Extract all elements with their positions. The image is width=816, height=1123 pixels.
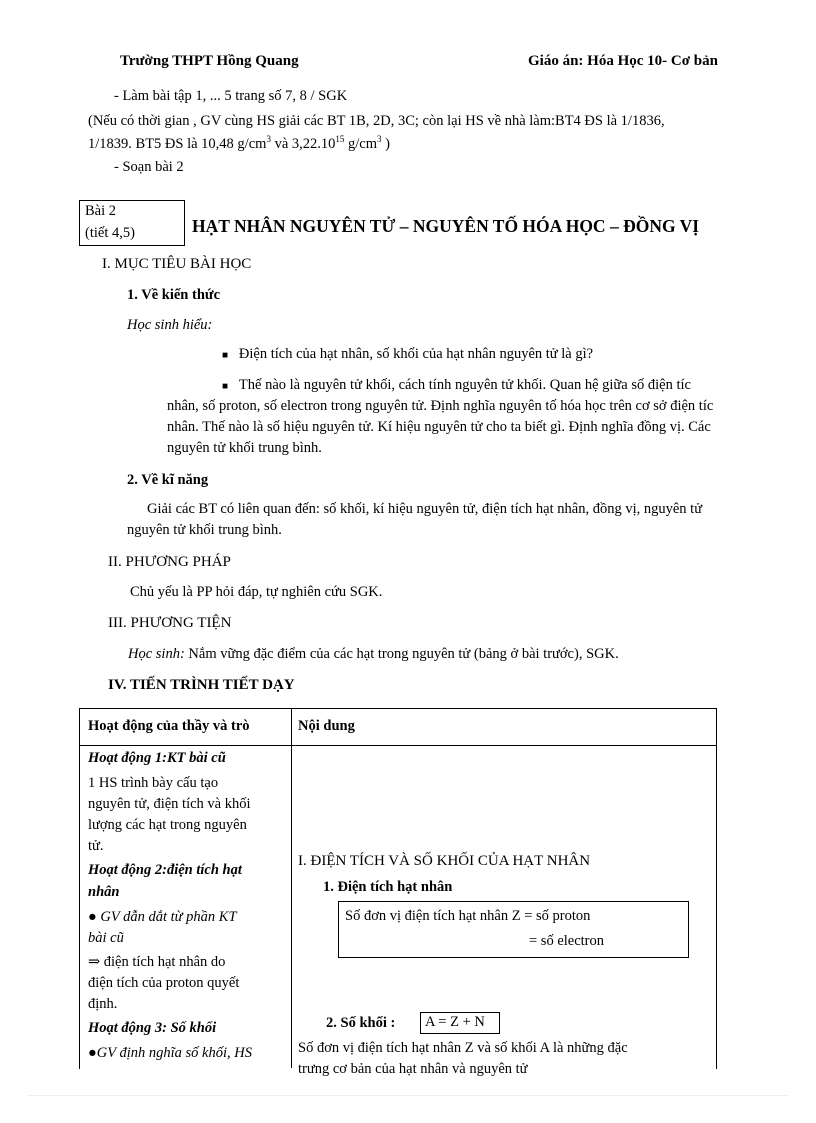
activity-2-bullet: ● GV dẫn dắt từ phần KT [88,909,237,925]
activity-2-arrow-text: định. [88,996,118,1012]
charge-definition-box [338,901,689,958]
square-bullet-icon: ■ [222,381,229,392]
section-procedure-title: IV. TIẾN TRÌNH TIẾT DẠY [108,677,295,693]
table-header-content: Nội dung [298,718,355,734]
mass-number-formula-box [420,1012,500,1034]
bullet-item: ■ Điện tích của hạt nhân, số khối của hạt nhân nguyên tử là gì? [222,346,594,362]
activity-2-arrow-text: điện tích của proton quyết [88,975,240,991]
lesson-title: HẠT NHÂN NGUYÊN TỬ – NGUYÊN TỐ HÓA HỌC – ĐỒNG VỊ [192,216,700,236]
school-name: Trường THPT Hồng Quang [120,53,299,69]
activity-2-bullet-continuation: bài cũ [88,930,124,946]
activity-1-title: Hoạt động 1:KT bài cũ [88,750,226,766]
mass-number-text-cutoff: trưng cơ bản của hạt nhân và nguyên tử [298,1061,528,1077]
skills-text-continuation: nguyên tử khối trung bình. [127,522,282,538]
content-charge-heading: 1. Điện tích hạt nhân [323,879,453,895]
table-header-divider [79,745,716,746]
bullet-continuation: nhân. Thế nào là số hiệu nguyên tử. Kí hiệu nguyên tử cho ta biết gì. Định nghĩa đồng vị. Các [167,419,711,435]
square-bullet-icon: ■ [222,350,229,361]
mass-number-heading: 2. Số khối : [326,1015,396,1031]
activity-2-title: Hoạt động 2:điện tích hạt [88,862,242,878]
lesson-periods: (tiết 4,5) [85,225,135,241]
activity-1-text: tử. [88,838,104,854]
page-divider [28,1095,788,1096]
activity-1-text: nguyên tử, điện tích và khối [88,796,251,812]
method-text: Chủ yếu là PP hỏi đáp, tự nghiên cứu SGK. [130,584,383,600]
charge-definition-line-1: Số đơn vị điện tích hạt nhân Z = số proton [345,908,591,924]
note-line-1: (Nếu có thời gian , GV cùng HS giải các BT 1B, 2D, 3C; còn lại HS về nhà làm:BT4 ĐS là 1/1836, [88,113,665,129]
mass-number-text: Số đơn vị điện tích hạt nhân Z và số khối A là những đặc [298,1040,628,1056]
section-method-title: II. PHƯƠNG PHÁP [108,554,231,570]
activity-3-bullet: ●GV định nghĩa số khối, HS [88,1045,252,1061]
bullet-continuation: nguyên tử khối trung bình. [167,440,322,456]
table-header-activities: Hoạt động của thầy và trò [88,718,250,734]
homework-line: - Làm bài tập 1, ... 5 trang số 7, 8 / SGK [114,88,348,104]
content-section-title: I. ĐIỆN TÍCH VÀ SỐ KHỐI CỦA HẠT NHÂN [298,853,591,869]
section-means-title: III. PHƯƠNG TIỆN [108,615,232,631]
lesson-number: Bài 2 [85,203,117,219]
mass-number-formula: A = Z + N [425,1014,485,1030]
table-column-divider [291,708,292,1068]
skills-text: Giải các BT có liên quan đến: số khối, kí hiệu nguyên tử, điện tích hạt nhân, đồng vị, nguyên tử [147,501,703,517]
activity-2-arrow-text: ⇒ điện tích hạt nhân do [88,954,226,970]
activity-1-text: 1 HS trình bày cấu tạo [88,775,219,791]
means-text: Học sinh: Nắm vững đặc điểm của các hạt trong nguyên tử (bảng ở bài trước), SGK. [128,646,619,662]
charge-definition-line-2: = số electron [529,933,605,949]
activity-3-title: Hoạt động 3: Số khối [88,1020,217,1036]
activity-2-title-continuation: nhân [88,884,120,900]
skills-heading: 2. Về kĩ năng [127,472,209,488]
circle-bullet-icon: ● [88,1045,97,1061]
implies-arrow-icon: ⇒ [88,954,101,970]
knowledge-heading: 1. Về kiến thức [127,287,221,303]
prepare-line: - Soạn bài 2 [114,159,184,175]
lesson-number-box [79,200,185,246]
students-understand: Học sinh hiểu: [127,317,213,333]
note-line-2: 1/1839. BT5 ĐS là 10,48 $g/cm^3$ và 3,22.10$^{15}$ $g/cm^3$ ) [88,134,390,152]
subject-title: Giáo án: Hóa Học 10- Cơ bản [528,53,718,69]
circle-bullet-icon: ● [88,909,97,925]
bullet-item: ■ Thế nào là nguyên tử khối, cách tính nguyên tử khối. Quan hệ giữa số điện tíc [222,377,691,393]
bullet-continuation: nhân, số proton, số electron trong nguyên tử. Định nghĩa nguyên tố hóa học trên cơ sở điện tíc [167,398,714,414]
section-objectives-title: I. MỤC TIÊU BÀI HỌC [102,256,252,272]
activity-1-text: lượng các hạt trong nguyên [88,817,247,833]
